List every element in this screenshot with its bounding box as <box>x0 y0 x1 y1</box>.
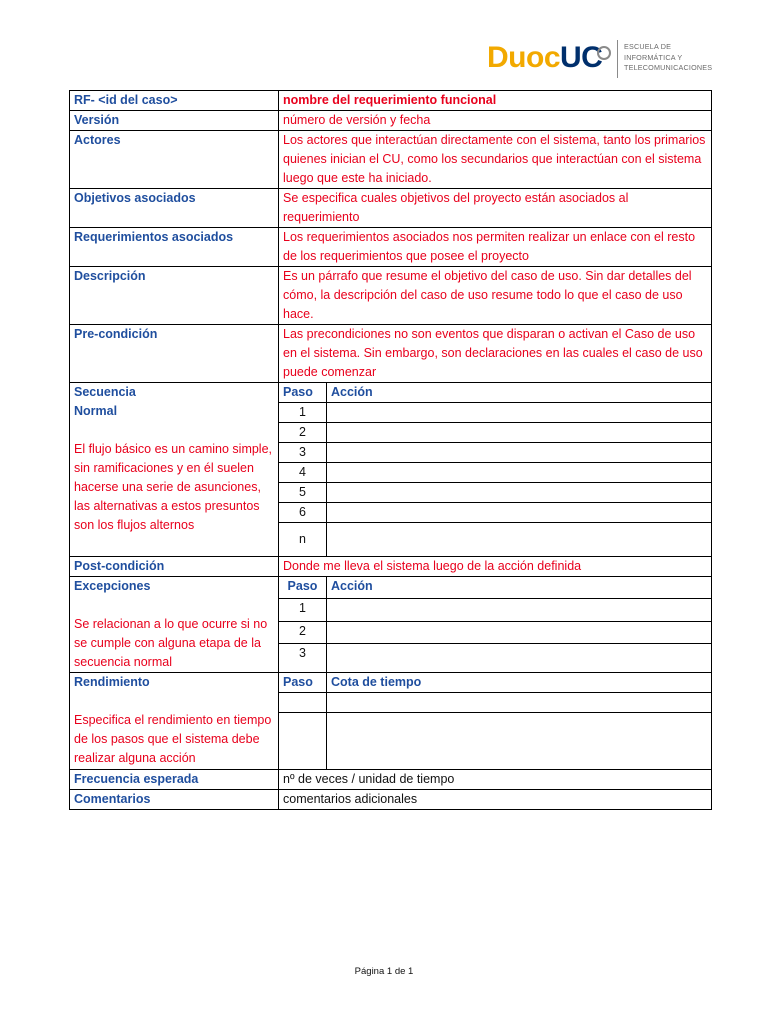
version-label: Versión <box>70 111 279 131</box>
precondicion-label: Pre-condición <box>70 325 279 383</box>
row-precondicion <box>70 325 712 383</box>
duoc-uc-logo <box>487 38 713 78</box>
excepciones-label: Excepciones <box>74 579 151 593</box>
secuencia-action-cell <box>327 423 712 443</box>
row-objetivos <box>70 189 712 228</box>
descripcion-label: Descripción <box>70 267 279 325</box>
rendimiento-step-cell <box>279 713 327 770</box>
comentarios-value: comentarios adicionales <box>279 790 712 810</box>
comentarios-label: Comentarios <box>70 790 279 810</box>
frecuencia-value: nº de veces / unidad de tiempo <box>279 770 712 790</box>
rendimiento-cota-cell <box>327 713 712 770</box>
secuencia-action-cell <box>327 443 712 463</box>
requerimientos-label: Requerimientos asociados <box>70 228 279 267</box>
secuencia-action-cell <box>327 523 712 557</box>
logo-school-line: ESCUELA DE <box>624 42 672 51</box>
version-value: número de versión y fecha <box>279 111 712 131</box>
secuencia-step: 4 <box>279 463 327 483</box>
excepciones-step: 1 <box>279 599 327 621</box>
seal-icon <box>597 46 611 60</box>
row-frecuencia <box>70 770 712 790</box>
logo-school-line: INFORMÁTICA Y <box>624 52 683 62</box>
excepciones-step: 3 <box>279 644 327 673</box>
secuencia-col-accion: Acción <box>327 383 712 403</box>
logo-school-line: TELECOMUNICACIONES <box>624 63 713 72</box>
secuencia-step: 1 <box>279 403 327 423</box>
actores-label: Actores <box>70 131 279 189</box>
excepciones-col-accion: Acción <box>327 577 712 599</box>
row-excepciones-header <box>70 577 712 599</box>
row-postcondicion <box>70 557 712 577</box>
secuencia-action-cell <box>327 503 712 523</box>
excepciones-action-cell <box>327 599 712 621</box>
excepciones-note: Se relacionan a lo que ocurre si no se cumple con alguna etapa de la secuencia normal <box>74 617 268 669</box>
secuencia-label-cell <box>70 383 279 557</box>
logo-brand <box>487 40 602 76</box>
objetivos-label: Objetivos asociados <box>70 189 279 228</box>
row-requerimientos <box>70 228 712 267</box>
secuencia-step: 2 <box>279 423 327 443</box>
row-comentarios <box>70 790 712 810</box>
secuencia-col-paso: Paso <box>279 383 327 403</box>
rendimiento-col-cota: Cota de tiempo <box>327 673 712 693</box>
row-rendimiento-header <box>70 673 712 693</box>
rendimiento-note: Especifica el rendimiento en tiempo de los pasos que el sistema debe realizar alguna acción <box>74 713 272 765</box>
objetivos-value: Se especifica cuales objetivos del proyecto están asociados al requerimiento <box>279 189 712 228</box>
precondicion-value: Las precondiciones no son eventos que disparan o activan el Caso de uso en el sistema. Sin embargo, son declaraciones en las cuales el caso de uso puede comenzar <box>279 325 712 383</box>
logo-brand-uc: UC <box>560 41 603 74</box>
logo-divider <box>617 40 618 78</box>
rendimiento-cota-cell <box>327 693 712 713</box>
rendimiento-label: Rendimiento <box>74 675 150 689</box>
secuencia-step: n <box>279 523 327 557</box>
row-actores <box>70 131 712 189</box>
descripcion-value: Es un párrafo que resume el objetivo del caso de uso. Sin dar detalles del cómo, la descripción del caso de uso resume todo lo que el caso de uso hace. <box>279 267 712 325</box>
actores-value: Los actores que interactúan directamente con el sistema, tanto los primarios quienes inician el CU, como los secundarios que interactúan con el sistema luego que este ha iniciado. <box>279 131 712 189</box>
excepciones-step: 2 <box>279 621 327 643</box>
rf-id-label: RF- <id del caso> <box>70 91 279 111</box>
excepciones-label-cell <box>70 577 279 673</box>
row-header <box>70 91 712 111</box>
use-case-spec-table <box>69 90 712 810</box>
frecuencia-label: Frecuencia esperada <box>70 770 279 790</box>
row-secuencia-header <box>70 383 712 403</box>
postcondicion-label: Post-condición <box>70 557 279 577</box>
secuencia-note: El flujo básico es un camino simple, sin ramificaciones y en él suelen hacerse una serie de asunciones, las alternativas a estos presuntos son los flujos alternos <box>74 442 273 532</box>
row-descripcion <box>70 267 712 325</box>
secuencia-action-cell <box>327 403 712 423</box>
rendimiento-step-cell <box>279 693 327 713</box>
secuencia-action-cell <box>327 463 712 483</box>
rendimiento-col-paso: Paso <box>279 673 327 693</box>
secuencia-label-line2: Normal <box>74 404 118 418</box>
secuencia-label-line1: Secuencia <box>74 385 136 399</box>
secuencia-action-cell <box>327 483 712 503</box>
row-version <box>70 111 712 131</box>
logo-brand-duoc: Duoc <box>487 41 560 74</box>
secuencia-step: 6 <box>279 503 327 523</box>
secuencia-step: 3 <box>279 443 327 463</box>
requerimientos-value: Los requerimientos asociados nos permiten realizar un enlace con el resto de los requerimientos que posee el proyecto <box>279 228 712 267</box>
logo-school-name <box>624 42 712 74</box>
excepciones-col-paso: Paso <box>279 577 327 599</box>
excepciones-action-cell <box>327 621 712 643</box>
postcondicion-value: Donde me lleva el sistema luego de la acción definida <box>279 557 712 577</box>
page-number: Página 1 de 1 <box>354 966 414 977</box>
secuencia-step: 5 <box>279 483 327 503</box>
rf-name-value: nombre del requerimiento funcional <box>279 91 712 111</box>
excepciones-action-cell <box>327 644 712 673</box>
rendimiento-label-cell <box>70 673 279 770</box>
